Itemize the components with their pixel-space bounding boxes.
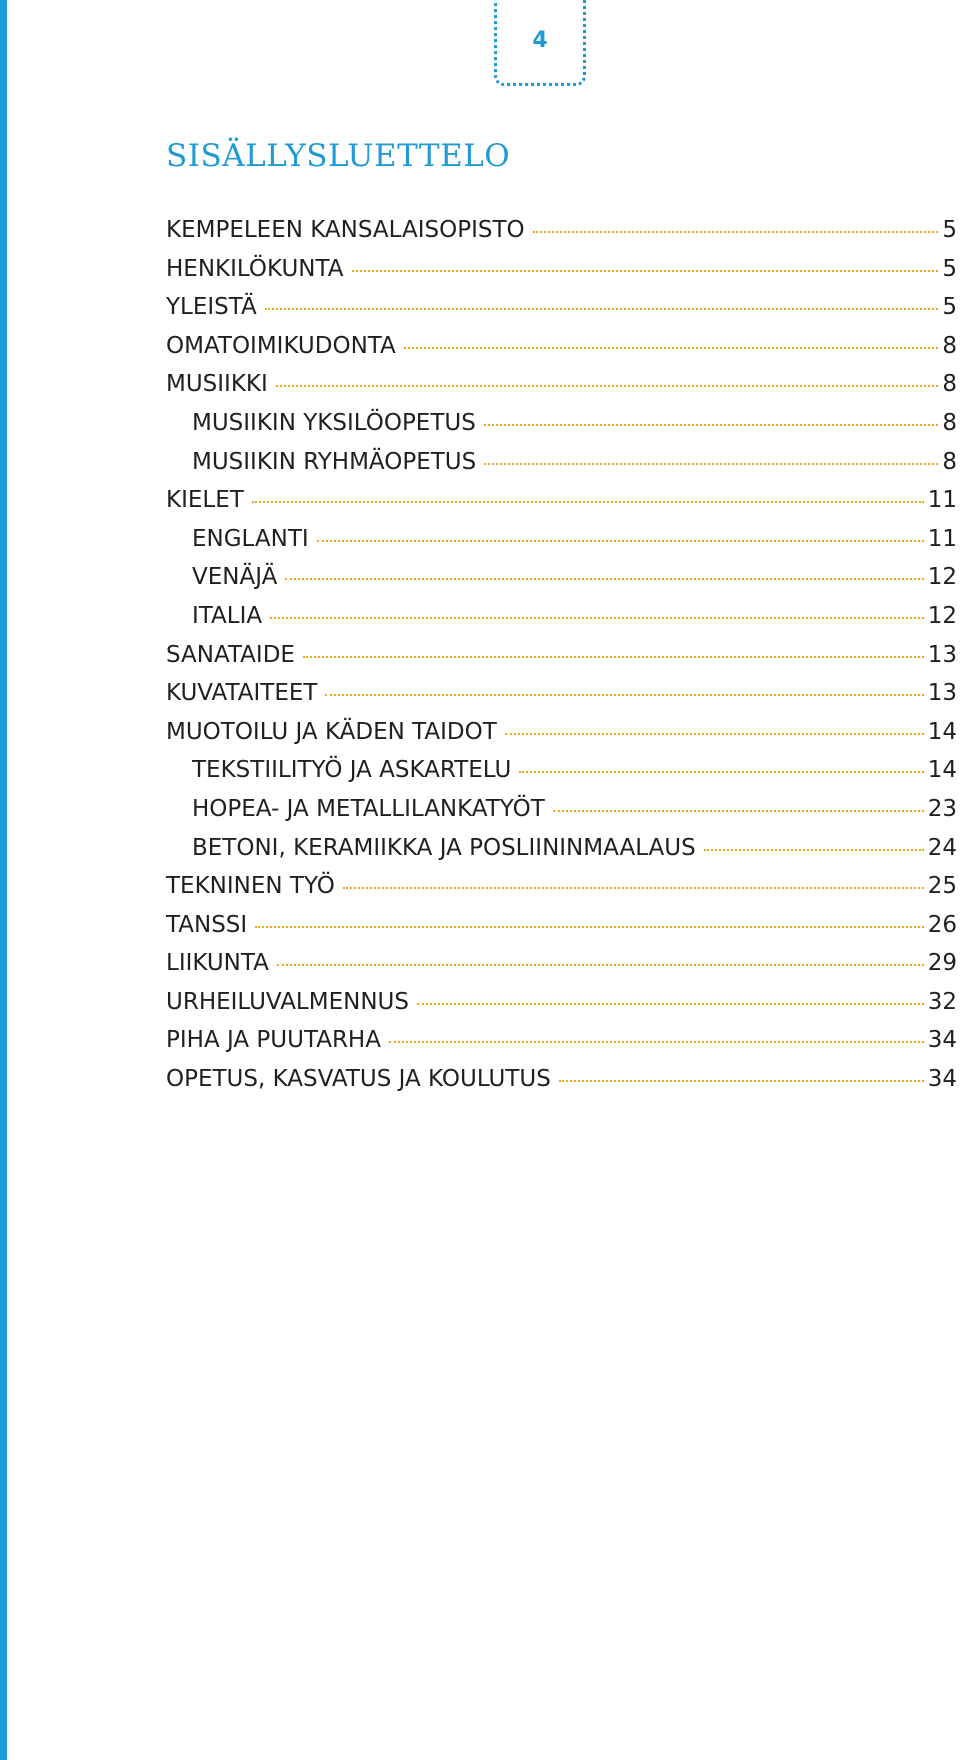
toc-entry[interactable]	[166, 719, 957, 758]
toc-entry-label: OPETUS, KASVATUS JA KOULUTUS	[166, 1066, 551, 1093]
toc-entry-label: KIELET	[166, 487, 244, 514]
dot-leader	[317, 540, 924, 542]
toc-entry-label: VENÄJÄ	[192, 564, 278, 591]
toc-entry-page-number: 12	[927, 602, 957, 629]
toc-entry[interactable]	[166, 1066, 957, 1105]
toc-entry-page-number: 11	[927, 525, 957, 552]
toc-entry[interactable]	[166, 526, 957, 565]
toc-entry-page-number: 24	[927, 834, 957, 861]
toc-entry-label: KEMPELEEN KANSALAISOPISTO	[166, 217, 525, 243]
toc-entry-page-number: 34	[927, 1066, 957, 1093]
toc-entry-page-number: 8	[942, 371, 957, 398]
toc-entry-label: HENKILÖKUNTA	[166, 255, 344, 282]
toc-entry[interactable]	[166, 796, 957, 835]
dot-leader	[389, 1041, 924, 1043]
dot-leader	[343, 887, 924, 889]
toc-entry-label: TANSSI	[166, 911, 248, 938]
dot-leader	[325, 694, 923, 696]
toc-entry[interactable]	[166, 835, 957, 874]
toc-entry[interactable]	[166, 950, 957, 989]
toc-entry[interactable]	[166, 989, 957, 1028]
dot-leader	[277, 964, 924, 966]
toc-entry[interactable]	[166, 371, 957, 410]
toc-entry-label: ENGLANTI	[192, 525, 309, 552]
toc-entry-page-number: 8	[942, 448, 957, 475]
toc-entry-label: MUSIIKIN RYHMÄOPETUS	[192, 448, 477, 475]
toc-entry-label: TEKSTIILITYÖ JA ASKARTELU	[192, 757, 512, 784]
page-number: 4	[532, 28, 548, 53]
toc-entry-page-number: 29	[927, 950, 957, 977]
toc-entry-page-number: 32	[927, 988, 957, 1015]
toc-entry-page-number: 5	[942, 294, 957, 321]
dot-leader	[417, 1003, 924, 1005]
toc-entry-label: BETONI, KERAMIIKKA JA POSLIININMAALAUS	[192, 834, 696, 861]
dot-leader	[276, 385, 939, 387]
dot-leader	[252, 501, 924, 503]
toc-entry-label: URHEILUVALMENNUS	[166, 988, 409, 1015]
dot-leader	[303, 656, 924, 658]
toc-entry-page-number: 8	[942, 409, 957, 436]
toc-entry[interactable]	[166, 410, 957, 449]
toc-entry-page-number: 26	[927, 911, 957, 938]
toc-entry-label: PIHA JA PUUTARHA	[166, 1027, 381, 1054]
dot-leader	[255, 926, 924, 928]
toc-entry[interactable]	[166, 487, 957, 526]
toc-entry-label: HOPEA- JA METALLILANKATYÖT	[192, 795, 545, 822]
dot-leader	[285, 578, 923, 580]
toc-entry[interactable]	[166, 912, 957, 951]
toc-entry[interactable]	[166, 873, 957, 912]
toc-entry-page-number: 13	[927, 680, 957, 707]
toc-entry-label: ITALIA	[192, 602, 263, 629]
toc-entry-label: KUVATAITEET	[166, 680, 318, 707]
page-number-tab	[494, 0, 586, 86]
toc-entry[interactable]	[166, 642, 957, 681]
dot-leader	[352, 270, 939, 272]
dot-leader	[505, 733, 924, 735]
dot-leader	[533, 231, 939, 233]
toc-entry[interactable]	[166, 294, 957, 333]
toc-entry-page-number: 5	[942, 255, 957, 282]
toc-entry-label: LIIKUNTA	[166, 950, 269, 977]
toc-entry-label: MUSIIKIN YKSILÖOPETUS	[192, 409, 476, 436]
toc-entry-page-number: 14	[927, 718, 957, 745]
toc-entry[interactable]	[166, 217, 957, 256]
toc-title: SISÄLLYSLUETTELO	[166, 138, 511, 174]
toc-entry-label: TEKNINEN TYÖ	[166, 873, 335, 900]
dot-leader	[704, 849, 924, 851]
dot-leader	[484, 424, 939, 426]
toc-entry[interactable]	[166, 1027, 957, 1066]
toc-entry[interactable]	[166, 449, 957, 488]
toc-entry[interactable]	[166, 256, 957, 295]
toc-entry[interactable]	[166, 564, 957, 603]
toc-list	[166, 217, 957, 1105]
toc-entry[interactable]	[166, 757, 957, 796]
toc-entry-label: SANATAIDE	[166, 641, 295, 668]
toc-entry-page-number: 13	[927, 641, 957, 668]
toc-entry[interactable]	[166, 603, 957, 642]
toc-entry-label: YLEISTÄ	[166, 294, 257, 321]
dot-leader	[404, 347, 939, 349]
toc-entry-page-number: 11	[927, 487, 957, 514]
left-accent-bar	[0, 0, 7, 1760]
toc-entry-page-number: 34	[927, 1027, 957, 1054]
dot-leader	[519, 771, 923, 773]
toc-entry-page-number: 5	[942, 217, 957, 243]
dot-leader	[559, 1080, 924, 1082]
toc-entry-label: MUSIIKKI	[166, 371, 268, 398]
toc-entry[interactable]	[166, 333, 957, 372]
toc-entry-label: OMATOIMIKUDONTA	[166, 332, 396, 359]
toc-entry[interactable]	[166, 680, 957, 719]
dot-leader	[270, 617, 924, 619]
toc-entry-page-number: 25	[927, 873, 957, 900]
dot-leader	[484, 463, 938, 465]
toc-entry-page-number: 8	[942, 332, 957, 359]
toc-entry-page-number: 23	[927, 795, 957, 822]
toc-entry-page-number: 14	[927, 757, 957, 784]
dot-leader	[265, 308, 939, 310]
dot-leader	[553, 810, 924, 812]
toc-entry-page-number: 12	[927, 564, 957, 591]
toc-entry-label: MUOTOILU JA KÄDEN TAIDOT	[166, 718, 497, 745]
